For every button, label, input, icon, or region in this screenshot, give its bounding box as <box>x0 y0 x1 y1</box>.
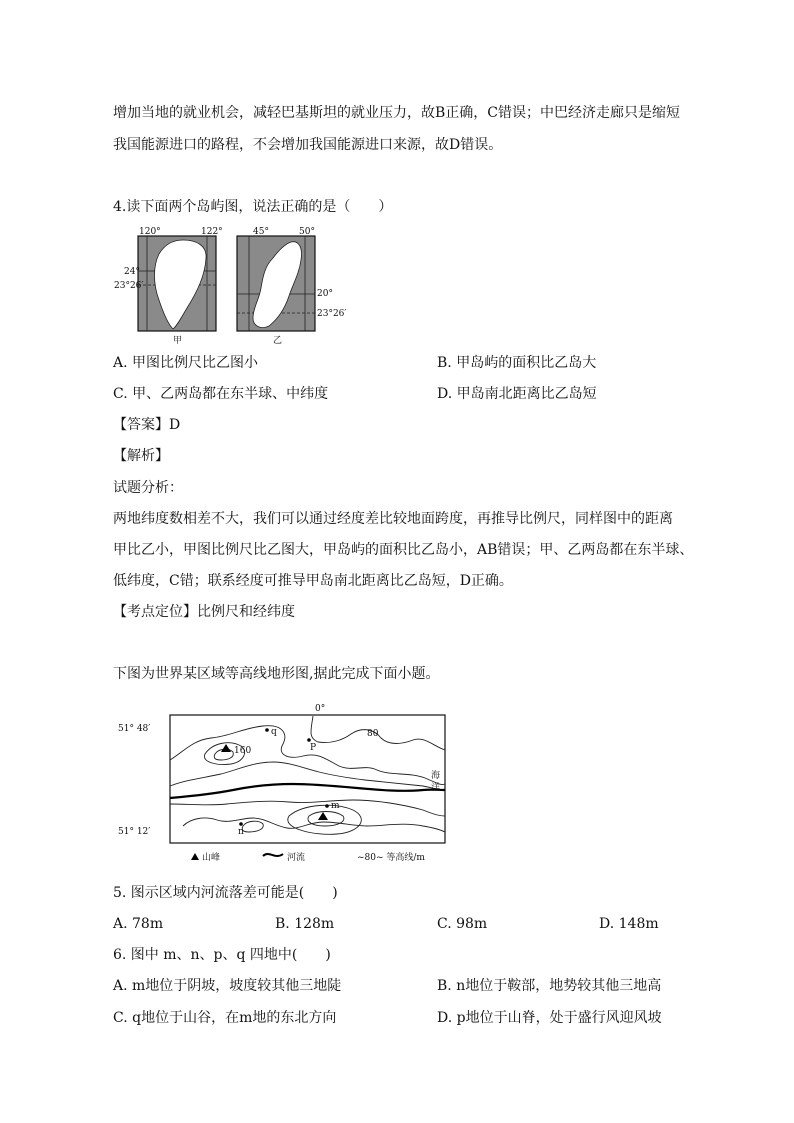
contour-value-label: 80 <box>367 729 379 739</box>
contour-lat-top: 51° 48′ <box>118 724 151 734</box>
ocean-label-2: 洋 <box>431 783 441 793</box>
q5-option-a: A. 78m <box>113 916 164 932</box>
q5-option-b: B. 128m <box>275 916 335 932</box>
q6-option-c: C. q地位于山谷，在m地的东北方向 <box>113 1010 337 1026</box>
q6-option-b: B. n地位于鞍部，地势较其他三地高 <box>437 978 662 994</box>
point-n-dot <box>239 822 243 826</box>
q5-option-c: C. 98m <box>437 916 488 932</box>
yi-lon-left: 45° <box>253 227 269 237</box>
q6-stem: 6. 图中 m、n、p、q 四地中( ) <box>113 947 331 963</box>
yi-lon-right: 50° <box>299 227 315 237</box>
island-map-yi <box>237 227 346 346</box>
q4-analysis-title: 【解析】 <box>113 448 169 464</box>
group-intro: 下图为世界某区域等高线地形图,据此完成下面小题。 <box>113 666 440 682</box>
q5-option-d: D. 148m <box>599 916 659 932</box>
jia-lat-lower: 23°26′ <box>114 281 144 291</box>
kaodian-tag: 【考点定位】 <box>113 604 197 620</box>
prev-analysis-line-2: 我国能源进口的路程，不会增加我国能源进口来源，故D错误。 <box>113 137 503 153</box>
jia-lat-upper: 24° <box>124 267 140 277</box>
legend-peak-icon <box>191 853 199 860</box>
legend-river-label: 河流 <box>287 853 306 863</box>
island-map-jia <box>114 227 223 346</box>
contour-lat-bottom: 51° 12′ <box>118 827 151 837</box>
jia-lon-left: 120° <box>139 227 161 237</box>
peak-label-160: 160 <box>234 746 252 756</box>
yi-lat-upper: 20° <box>317 289 333 299</box>
island-figures <box>113 226 353 346</box>
q6-option-a: A. m地位于阴坡，坡度较其他三地陡 <box>113 978 342 994</box>
point-q-dot <box>265 728 269 732</box>
q4-analysis-line-1: 两地纬度数相差不大，我们可以通过经度差比较地面跨度，再推导比例尺，同样图中的距离 <box>113 511 673 527</box>
yi-lat-lower: 23°26′ <box>317 309 347 319</box>
point-p-label: P <box>310 743 317 753</box>
contour-lon-label: 0° <box>315 704 326 714</box>
point-n-label: n <box>238 827 244 837</box>
legend-river-icon <box>263 854 283 856</box>
jia-caption: 甲 <box>173 336 183 346</box>
q4-answer: 【答案】D <box>113 417 181 433</box>
q4-option-b: B. 甲岛屿的面积比乙岛大 <box>437 355 597 371</box>
q4-analysis-line-3: 低纬度，C错；联系经度可推导甲岛南北距离比乙岛短，D正确。 <box>113 573 513 589</box>
jia-lon-right: 122° <box>201 227 223 237</box>
q4-analysis-line-2: 甲比乙小，甲图比例尺比乙图大，甲岛屿的面积比乙岛小，AB错误；甲、乙两岛都在东半球、 <box>113 542 694 558</box>
legend-peak-label: 山峰 <box>202 853 221 863</box>
legend-contour-label: ~80~ 等高线/m <box>357 853 425 863</box>
yi-caption: 乙 <box>273 336 283 346</box>
q6-option-d: D. p地位于山脊，处于盛行风迎风坡 <box>437 1010 662 1026</box>
q4-stem: 4.读下面两个岛屿图，说法正确的是（ ） <box>113 199 393 215</box>
contour-map <box>113 700 453 865</box>
point-q-label: q <box>271 727 277 737</box>
prev-analysis-line-1: 增加当地的就业机会，减轻巴基斯坦的就业压力，故B正确，C错误；中巴经济走廊只是缩短 <box>113 105 680 121</box>
q5-stem: 5. 图示区域内河流落差可能是( ) <box>113 885 338 901</box>
point-p-dot <box>307 738 311 742</box>
ocean-label-1: 海 <box>431 771 441 781</box>
point-m-dot <box>325 804 329 808</box>
kaodian-text: 比例尺和经纬度 <box>197 604 295 620</box>
q4-option-c: C. 甲、乙两岛都在东半球、中纬度 <box>113 386 329 402</box>
q4-option-d: D. 甲岛南北距离比乙岛短 <box>437 386 597 402</box>
q4-analysis-intro: 试题分析： <box>113 480 183 496</box>
q4-kaodian <box>113 602 295 622</box>
q4-option-a: A. 甲图比例尺比乙图小 <box>113 355 259 371</box>
point-m-label: m <box>331 801 340 811</box>
